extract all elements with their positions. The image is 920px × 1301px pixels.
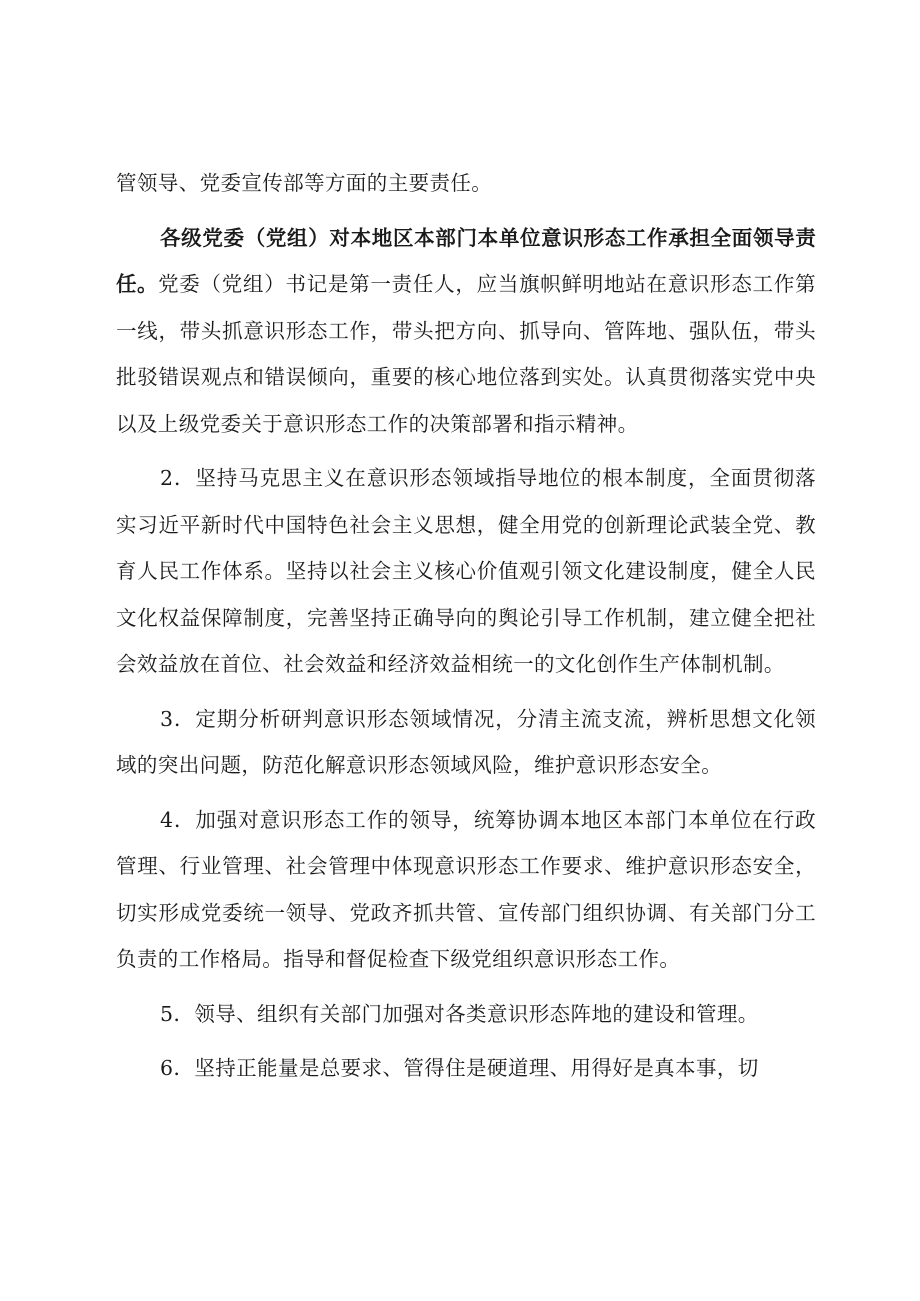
paragraph-text: 4．加强对意识形态工作的领导，统筹协调本地区本部门本单位在行政管理、行业管理、社会管理中体现意识形态工作要求、维护意识形态安全，切实形成党委统一领导、党政齐抓共管、宣传部门组织协调、有关部门分工负责的工作格局。指导和督促检查下级党组织意识形态工作。 (116, 807, 816, 971)
paragraph-item-6 (116, 1045, 816, 1092)
paragraph-text: 3．定期分析研判意识形态领域情况，分清主流支流，辨析思想文化领域的突出问题，防范化解意识形态领域风险，维护意识形态安全。 (116, 706, 816, 777)
paragraph-item-3 (116, 696, 816, 789)
paragraph-text: 5．领导、组织有关部门加强对各类意识形态阵地的建设和管理。 (160, 1001, 759, 1026)
paragraph-continuation (116, 160, 816, 207)
paragraph-bold-lead: 各级党委（党组）对本地区本部门本单位意识形态工作承担全面领导责任。 (116, 225, 816, 296)
paragraph-text: 管领导、党委宣传部等方面的主要责任。 (116, 171, 493, 195)
paragraph-item-5 (116, 991, 816, 1038)
paragraph-text: 6．坚持正能量是总要求、管得住是硬道理、用得好是真本事，切 (160, 1056, 759, 1080)
paragraph-text: 2．坚持马克思主义在意识形态领域指导地位的根本制度，全面贯彻落实习近平新时代中国特色社会主义思想，健全用党的创新理论武装全党、教育人民工作体系。坚持以社会主义核心价值观引领文化建设制度，健全人民文化权益保障制度，完善坚持正确导向的舆论引导工作机制，建立健全把社会效益放在首位、社会效益和经济效益相统一的文化创作生产体制机制。 (116, 466, 816, 676)
paragraph-text: 党委（党组）书记是第一责任人，应当旗帜鲜明地站在意识形态工作第一线，带头抓意识形态工作，带头把方向、抓导向、管阵地、强队伍，带头批驳错误观点和错误倾向，重要的核心地位落到实处。认真贯彻落实党中央以及上级党委关于意识形态工作的决策部署和指示精神。 (116, 272, 816, 436)
paragraph-item-2 (116, 455, 816, 688)
paragraph-party-committee-responsibility (116, 215, 816, 448)
document-body (116, 160, 816, 1100)
paragraph-item-4 (116, 797, 816, 983)
